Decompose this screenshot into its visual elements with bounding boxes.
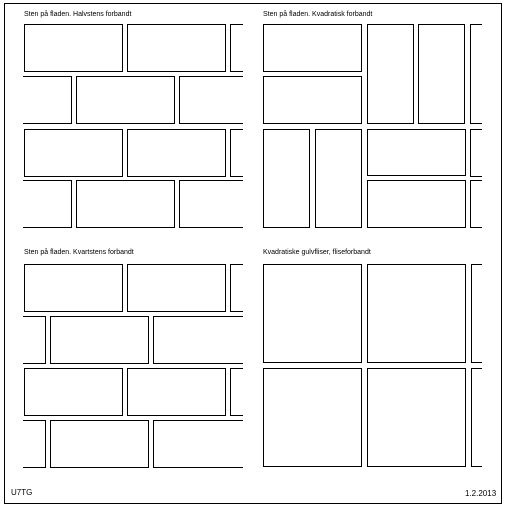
paving-stone bbox=[180, 77, 278, 124]
paving-stone bbox=[25, 369, 123, 416]
paving-stone bbox=[128, 25, 226, 72]
paving-stone bbox=[368, 181, 466, 228]
paving-stone bbox=[77, 181, 175, 228]
paving-stone bbox=[25, 265, 123, 312]
pattern-tile-bond bbox=[264, 265, 509, 467]
paving-stone bbox=[472, 369, 509, 467]
paving-stone bbox=[180, 181, 278, 228]
paving-stone bbox=[51, 421, 149, 468]
drawing-date: 1.2.2013 bbox=[465, 489, 497, 498]
paving-stone bbox=[419, 25, 465, 124]
paving-stone bbox=[0, 317, 46, 364]
paving-stone bbox=[257, 421, 355, 468]
paving-stone bbox=[368, 265, 466, 363]
paving-stone bbox=[231, 369, 329, 416]
paving-stone bbox=[472, 265, 509, 363]
paving-stone bbox=[471, 130, 509, 177]
paving-stone bbox=[264, 265, 362, 363]
paving-stone bbox=[231, 25, 329, 72]
paving-stone bbox=[154, 317, 252, 364]
paving-stone bbox=[128, 130, 226, 177]
paving-stone bbox=[316, 130, 362, 228]
paving-stone bbox=[25, 130, 123, 177]
paving-stone bbox=[368, 130, 466, 176]
paving-stone bbox=[264, 25, 362, 72]
paving-stone bbox=[231, 130, 329, 177]
paving-stone bbox=[77, 77, 175, 124]
pattern-half-bond bbox=[0, 25, 329, 228]
paving-stone bbox=[264, 369, 362, 467]
panel-title-quarter-bond: Sten på fladen. Kvartstens forbandt bbox=[24, 249, 134, 256]
paving-stone bbox=[25, 25, 123, 72]
panel-title-half-bond: Sten på fladen. Halvstens forbandt bbox=[24, 11, 132, 18]
paving-stone bbox=[368, 25, 414, 124]
paving-stone bbox=[471, 181, 509, 228]
panel-title-tile-bond: Kvadratiske gulvfliser, fliseforbandt bbox=[263, 249, 371, 256]
paving-stone bbox=[128, 369, 226, 416]
paving-stone bbox=[471, 25, 509, 124]
paving-stone bbox=[51, 317, 149, 364]
paving-stone bbox=[0, 181, 72, 228]
paving-stone bbox=[128, 265, 226, 312]
drawing-code: U7TG bbox=[11, 488, 33, 497]
paving-stone bbox=[264, 77, 362, 124]
paving-stone bbox=[264, 130, 310, 228]
pattern-square-bond bbox=[264, 25, 509, 228]
paving-stone bbox=[154, 421, 252, 468]
panel-title-square-bond: Sten på fladen. Kvadratisk forbandt bbox=[263, 11, 373, 18]
paving-stone bbox=[0, 421, 46, 468]
paving-stone bbox=[231, 265, 329, 312]
paving-stone bbox=[257, 317, 355, 364]
pattern-quarter-bond bbox=[0, 265, 355, 468]
paving-stone bbox=[368, 369, 466, 467]
paving-stone bbox=[0, 77, 72, 124]
